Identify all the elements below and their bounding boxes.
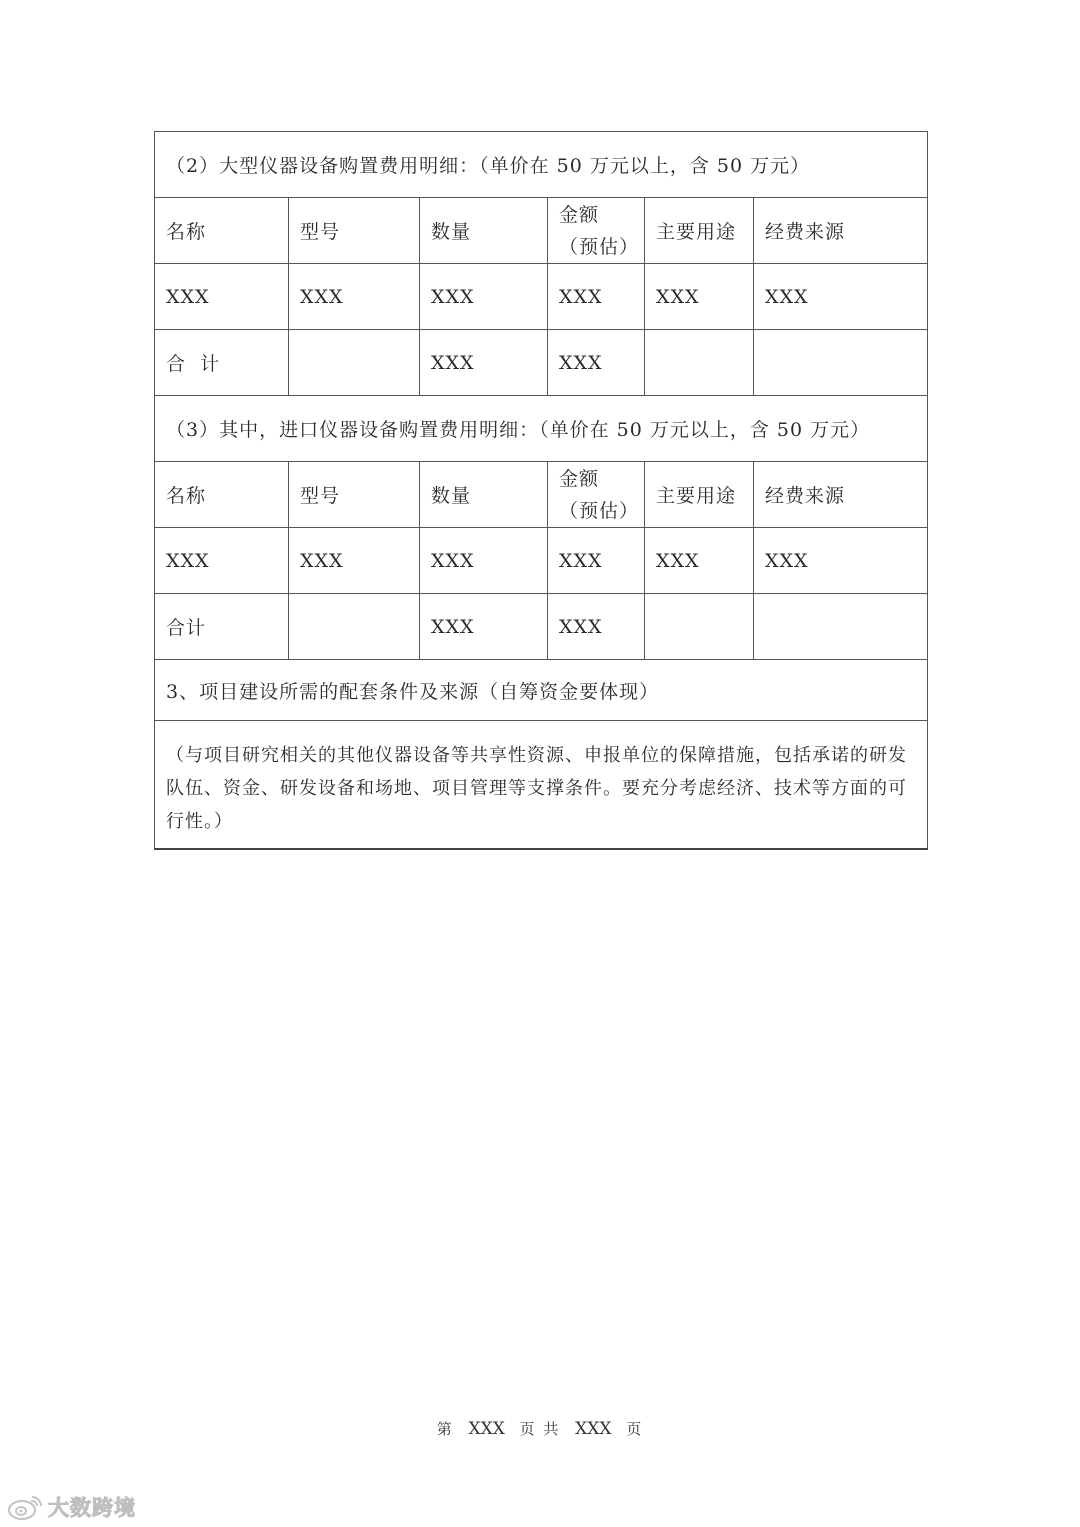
cell-usage: XXX xyxy=(645,264,754,330)
total-model-empty xyxy=(289,594,420,660)
footer-prefix: 第 xyxy=(436,1420,454,1438)
item3-note-row xyxy=(155,721,928,849)
header-model: 型号 xyxy=(289,198,420,264)
footer-total-pages: XXX xyxy=(575,1419,612,1439)
item3-note: （与项目研究相关的其他仪器设备等共享性资源、申报单位的保障措施，包括承诺的研发队伍、资金、研发设备和场地、项目管理等支撑条件。要充分考虑经济、技术等方面的可行性。） xyxy=(155,721,928,849)
header-amount-line1: 金额 xyxy=(559,467,600,490)
total-source-empty xyxy=(754,594,928,660)
header-amount xyxy=(548,462,645,528)
page-footer xyxy=(0,1418,1080,1439)
header-model: 型号 xyxy=(289,462,420,528)
total-amount: XXX xyxy=(548,594,645,660)
cell-amount: XXX xyxy=(548,264,645,330)
section2-data-row xyxy=(155,264,928,330)
section2-heading-row xyxy=(155,132,928,198)
total-usage-empty xyxy=(645,330,754,396)
section2-heading: （2）大型仪器设备购置费用明细：（单价在 50 万元以上，含 50 万元） xyxy=(155,132,928,198)
section3-heading: （3）其中，进口仪器设备购置费用明细：（单价在 50 万元以上，含 50 万元） xyxy=(155,396,928,462)
header-usage: 主要用途 xyxy=(645,462,754,528)
watermark-text: 大数跨境 xyxy=(48,1496,136,1520)
header-amount-line1: 金额 xyxy=(559,203,600,226)
equipment-form-table xyxy=(154,131,928,850)
footer-middle: 页 共 xyxy=(519,1420,561,1438)
section3-total-row xyxy=(155,594,928,660)
cell-amount: XXX xyxy=(548,528,645,594)
header-name: 名称 xyxy=(155,462,289,528)
footer-page-number: XXX xyxy=(468,1419,505,1439)
footer-suffix: 页 xyxy=(626,1420,644,1438)
total-qty: XXX xyxy=(420,594,548,660)
header-amount-line2: （预估） xyxy=(559,235,640,258)
total-usage-empty xyxy=(645,594,754,660)
cell-usage: XXX xyxy=(645,528,754,594)
header-qty: 数量 xyxy=(420,462,548,528)
watermark xyxy=(6,1492,136,1522)
header-name: 名称 xyxy=(155,198,289,264)
item3-heading-row xyxy=(155,660,928,721)
total-label: 合计 xyxy=(155,594,289,660)
section2-header-row xyxy=(155,198,928,264)
total-amount: XXX xyxy=(548,330,645,396)
cell-model: XXX xyxy=(289,528,420,594)
total-qty: XXX xyxy=(420,330,548,396)
cell-name: XXX xyxy=(155,528,289,594)
header-usage: 主要用途 xyxy=(645,198,754,264)
cell-name: XXX xyxy=(155,264,289,330)
section3-header-row xyxy=(155,462,928,528)
header-qty: 数量 xyxy=(420,198,548,264)
weibo-logo-icon xyxy=(6,1493,44,1521)
header-source: 经费来源 xyxy=(754,198,928,264)
section2-total-row xyxy=(155,330,928,396)
cell-source: XXX xyxy=(754,264,928,330)
header-amount xyxy=(548,198,645,264)
total-source-empty xyxy=(754,330,928,396)
cell-source: XXX xyxy=(754,528,928,594)
cell-model: XXX xyxy=(289,264,420,330)
section3-heading-row xyxy=(155,396,928,462)
header-source: 经费来源 xyxy=(754,462,928,528)
item3-heading: 3、项目建设所需的配套条件及来源（自筹资金要体现） xyxy=(155,660,928,721)
header-amount-line2: （预估） xyxy=(559,499,640,522)
cell-qty: XXX xyxy=(420,264,548,330)
total-label: 合 计 xyxy=(155,330,289,396)
section3-data-row xyxy=(155,528,928,594)
cell-qty: XXX xyxy=(420,528,548,594)
total-model-empty xyxy=(289,330,420,396)
